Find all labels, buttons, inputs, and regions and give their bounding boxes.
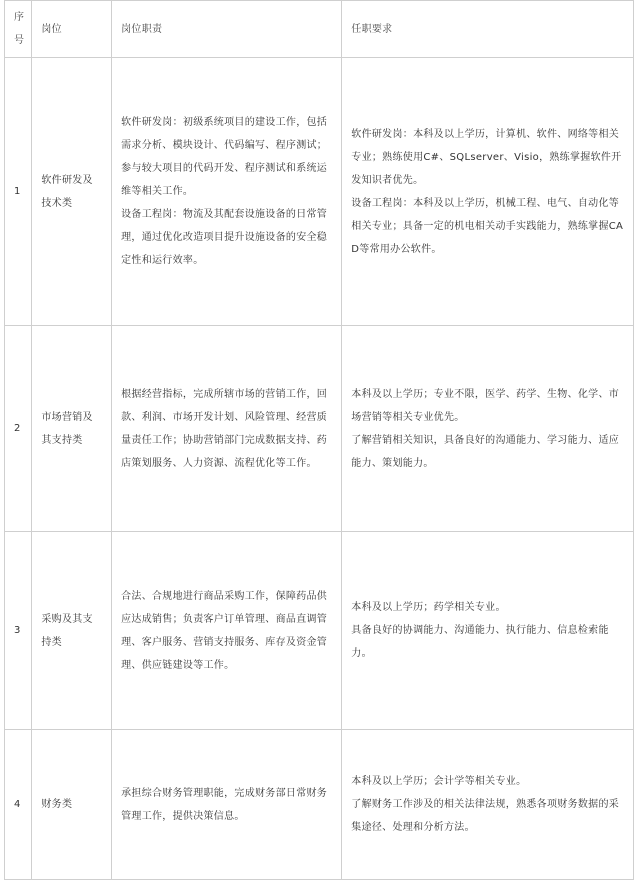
header-position: 岗位 [32, 1, 112, 58]
table-row [5, 532, 634, 730]
duty-paragraph: 合法、合规地进行商品采购工作，保障药品供应达成销售；负责客户订单管理、商品直调管理、客户服务、营销支持服务、库存及资金管理、供应链建设等工作。 [121, 590, 328, 671]
row-requirements [342, 326, 634, 532]
row-requirements [342, 58, 634, 326]
job-requirements-table [4, 0, 634, 880]
row-no: 1 [5, 58, 32, 326]
requirement-paragraph: 本科及以上学历；专业不限，医学、药学、生物、化学、市场营销等相关专业优先。 [351, 388, 620, 423]
requirement-paragraph: 软件研发岗：本科及以上学历，计算机、软件、网络等相关专业；熟练使用C#、SQLserver、Visio，熟练掌握软件开发知识者优先。 [351, 128, 622, 186]
duty-paragraph: 设备工程岗：物流及其配套设施设备的日常管理，通过优化改造项目提升设施设备的安全稳定性和运行效率。 [121, 209, 328, 266]
requirement-paragraph: 本科及以上学历；会计学等相关专业。 [351, 776, 527, 787]
duty-paragraph: 根据经营指标，完成所辖市场的营销工作，回款、利润、市场开发计划、风险管理、经营质量责任工作；协助营销部门完成数据支持、药店策划服务、人力资源、流程优化等工作。 [121, 388, 328, 469]
table-header-row [5, 1, 634, 58]
row-duties [112, 730, 342, 880]
row-duties [112, 326, 342, 532]
row-no: 3 [5, 532, 32, 730]
row-position: 财务类 [32, 730, 112, 880]
row-position: 市场营销及其支持类 [32, 326, 112, 532]
row-duties [112, 532, 342, 730]
row-duties [112, 58, 342, 326]
duty-paragraph: 软件研发岗：初级系统项目的建设工作，包括需求分析、模块设计、代码编写、程序测试；参与较大项目的代码开发、程序测试和系统运维等相关工作。 [121, 117, 328, 197]
requirement-paragraph: 了解财务工作涉及的相关法律法规，熟悉各项财务数据的采集途径、处理和分析方法。 [351, 799, 620, 833]
table-row [5, 730, 634, 880]
requirement-paragraph: 设备工程岗：本科及以上学历，机械工程、电气、自动化等相关专业；具备一定的机电相关动手实践能力，熟练掌握CAD等常用办公软件。 [351, 197, 624, 255]
row-requirements [342, 730, 634, 880]
table-row [5, 326, 634, 532]
row-requirements [342, 532, 634, 730]
header-no: 序号 [5, 1, 32, 58]
row-no: 2 [5, 326, 32, 532]
table-row [5, 58, 634, 326]
duty-paragraph: 承担综合财务管理职能，完成财务部日常财务管理工作，提供决策信息。 [121, 787, 328, 822]
row-no: 4 [5, 730, 32, 880]
header-duties: 岗位职责 [112, 1, 342, 58]
header-requirements: 任职要求 [342, 1, 634, 58]
requirement-paragraph: 具备良好的协调能力、沟通能力、执行能力、信息检索能力。 [351, 625, 609, 659]
requirement-paragraph: 本科及以上学历；药学相关专业。 [351, 602, 506, 613]
row-position: 软件研发及技术类 [32, 58, 112, 326]
row-position: 采购及其支持类 [32, 532, 112, 730]
requirement-paragraph: 了解营销相关知识，具备良好的沟通能力、学习能力、适应能力、策划能力。 [351, 434, 620, 469]
